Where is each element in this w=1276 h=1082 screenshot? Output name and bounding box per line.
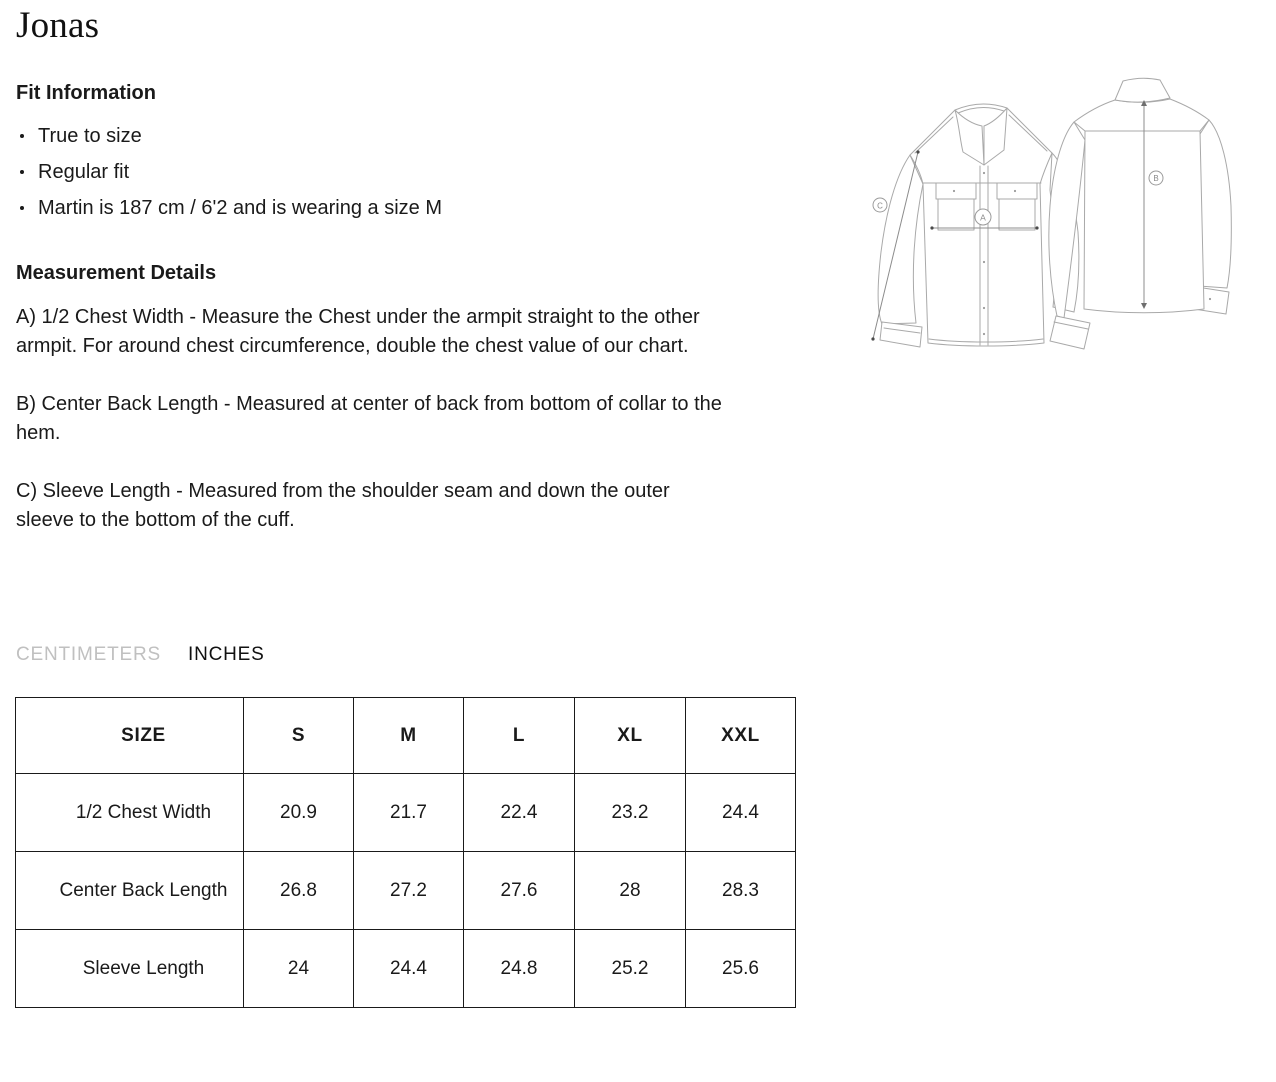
fit-bullet-true-to-size: True to size xyxy=(16,125,442,147)
measurement-details xyxy=(16,303,722,564)
tab-centimeters[interactable]: CENTIMETERS xyxy=(16,644,161,665)
column-header-xxl: XXL xyxy=(686,698,796,774)
fit-information-heading: Fit Information xyxy=(16,82,156,104)
cell-value: 28 xyxy=(575,852,686,930)
svg-text:A: A xyxy=(980,212,986,223)
cell-value: 22.4 xyxy=(464,774,575,852)
cell-value: 24.8 xyxy=(464,930,575,1008)
row-label: 1/2 Chest Width xyxy=(16,774,244,852)
cell-value: 24.4 xyxy=(686,774,796,852)
svg-text:B: B xyxy=(1153,174,1159,183)
size-table-container xyxy=(15,697,796,1008)
measurement-paragraph-back-length: B) Center Back Length - Measured at center of back from bottom of collar to the hem. xyxy=(16,393,722,444)
table-row-sleeve-length xyxy=(16,930,796,1008)
column-header-s: S xyxy=(244,698,354,774)
cell-value: 23.2 xyxy=(575,774,686,852)
shirt-technical-drawing xyxy=(860,72,1252,362)
measurement-marker-c xyxy=(873,198,887,212)
cell-value: 25.6 xyxy=(686,930,796,1008)
measurement-paragraph-sleeve: C) Sleeve Length - Measured from the shoulder seam and down the outer sleeve to the bottom of the cuff. xyxy=(16,480,670,531)
cell-value: 26.8 xyxy=(244,852,354,930)
cell-value: 20.9 xyxy=(244,774,354,852)
table-row-chest-width xyxy=(16,774,796,852)
cell-value: 27.2 xyxy=(354,852,464,930)
unit-tabs xyxy=(16,644,265,666)
column-header-l: L xyxy=(464,698,575,774)
shirt-back-illustration xyxy=(1049,78,1232,349)
cell-value: 25.2 xyxy=(575,930,686,1008)
measurement-marker-b xyxy=(1149,171,1163,185)
column-header-size: SIZE xyxy=(16,698,244,774)
fit-bullet-regular-fit: Regular fit xyxy=(16,161,442,183)
cell-value: 28.3 xyxy=(686,852,796,930)
table-row-center-back-length xyxy=(16,852,796,930)
row-label: Sleeve Length xyxy=(16,930,244,1008)
size-table-header-row xyxy=(16,698,796,774)
measurement-paragraph-chest: A) 1/2 Chest Width - Measure the Chest under the armpit straight to the other armpit. For around chest circumference, double the chest value of our chart. xyxy=(16,306,700,357)
cell-value: 21.7 xyxy=(354,774,464,852)
cell-value: 24.4 xyxy=(354,930,464,1008)
svg-text:C: C xyxy=(877,201,883,211)
cell-value: 27.6 xyxy=(464,852,575,930)
column-header-m: M xyxy=(354,698,464,774)
fit-bullet-model-size: Martin is 187 cm / 6'2 and is wearing a size M xyxy=(16,197,442,219)
cell-value: 24 xyxy=(244,930,354,1008)
fit-information-list xyxy=(16,125,442,233)
tab-inches[interactable]: INCHES xyxy=(187,644,265,665)
size-table xyxy=(15,697,796,1008)
measurement-marker-a xyxy=(975,209,991,225)
row-label: Center Back Length xyxy=(16,852,244,930)
column-header-xl: XL xyxy=(575,698,686,774)
page-title: Jonas xyxy=(16,5,100,46)
measurement-details-heading: Measurement Details xyxy=(16,262,217,284)
shirt-front-illustration xyxy=(871,104,1052,347)
